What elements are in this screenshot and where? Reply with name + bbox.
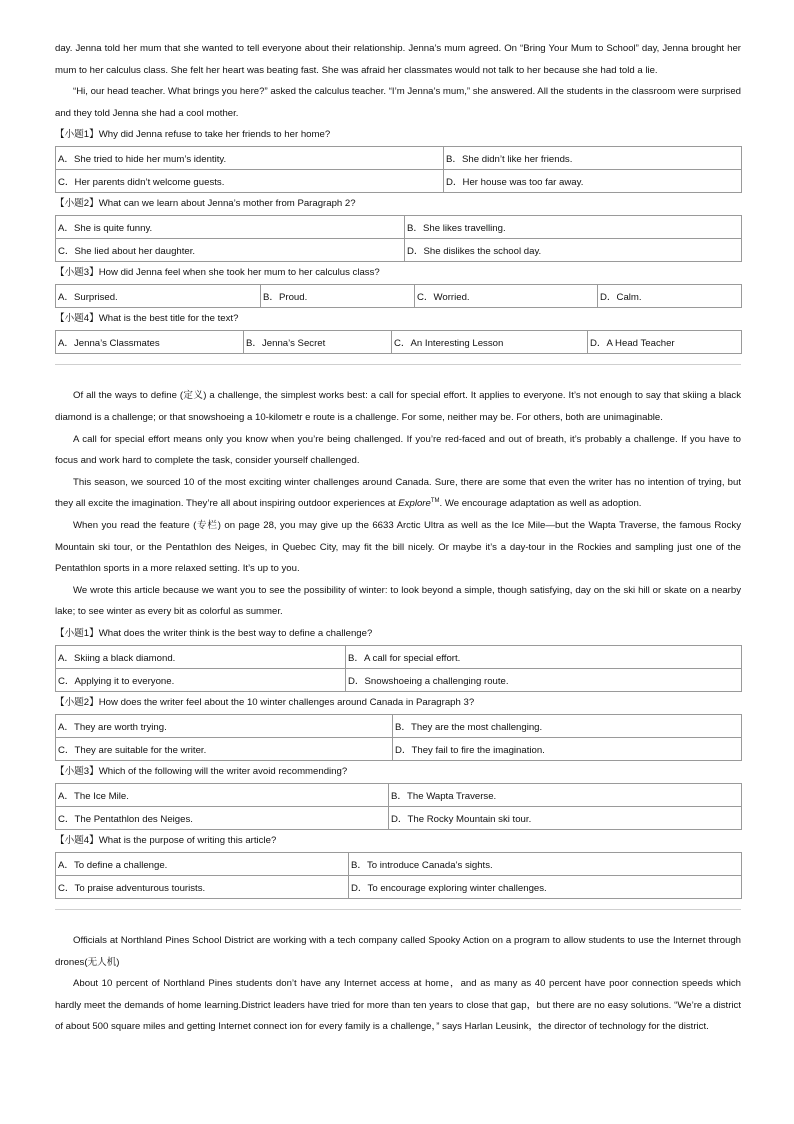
options-table (55, 284, 742, 308)
divider (55, 909, 741, 910)
option-b[interactable]: B．She likes travelling. (405, 216, 742, 239)
passage-1 (55, 38, 741, 354)
paragraph: We wrote this article because we want you to see the possibility of winter: to look beyond a simple, though satisfying, day on the ski hill or skate on a nearby lake; to see winter as every bit as colorful as summer. (55, 584, 741, 618)
option-a[interactable]: A．The Ice Mile. (56, 783, 389, 806)
option-c[interactable]: C．Worried. (415, 285, 598, 308)
option-b[interactable]: B．They are the most challenging. (393, 714, 742, 737)
option-a[interactable]: A．She tried to hide her mum’s identity. (56, 147, 444, 170)
option-d[interactable]: D．She dislikes the school day. (405, 239, 742, 262)
options-table (55, 645, 742, 692)
option-a[interactable]: A．Skiing a black diamond. (56, 645, 346, 668)
option-c[interactable]: C．She lied about her daughter. (56, 239, 405, 262)
options-table (55, 146, 742, 193)
option-d[interactable]: D．Her house was too far away. (444, 170, 742, 193)
option-a[interactable]: A．Jenna’s Classmates (56, 331, 244, 354)
question-stem: 【小题1】What does the writer think is the best way to define a challenge? (55, 627, 373, 639)
paragraph: About 10 percent of Northland Pines students don’t have any Internet access at home，and as many as 40 percent have poor connection speeds which hardly meet the demands of home learning.District leaders have tried for more than ten years to close that gap，but there are no easy solutions. “We’re a district of about 500 square miles and getting Internet connect ion for every family is a challenge，” says Harlan Leusink，the director of technology for the district. (55, 978, 741, 1033)
option-d[interactable]: D．To encourage exploring winter challenges. (349, 875, 742, 898)
option-c[interactable]: C．The Pentathlon des Neiges. (56, 806, 389, 829)
option-d[interactable]: D．A Head Teacher (588, 331, 742, 354)
option-a[interactable]: A．Surprised. (56, 285, 261, 308)
paragraph: A call for special effort means only you know when you’re being challenged. If you’re red-faced and out of breath, it’s probably a challenge. If you have to focus and work hard to complete the task, consider yourself challenged. (55, 433, 741, 467)
paragraph: day. Jenna told her mum that she wanted to tell everyone about their relationship. Jenna’s mum agreed. On “Bring Your Mum to School” day, Jenna brought her mum to her calculus class. She felt her heart was beating fast. She was afraid her classmates would not talk to her because she had told a lie. (55, 43, 741, 76)
paragraph (55, 472, 741, 515)
paragraph-text: . We encourage adaptation as well as adoption. (439, 498, 642, 510)
question-stem: 【小题4】What is the purpose of writing this article? (55, 834, 277, 846)
option-c[interactable]: C．Her parents didn’t welcome guests. (56, 170, 444, 193)
options-table (55, 215, 742, 262)
question-stem: 【小题1】Why did Jenna refuse to take her friends to her home? (55, 129, 331, 141)
option-c[interactable]: C．To praise adventurous tourists. (56, 875, 349, 898)
option-b[interactable]: B．She didn’t like her friends. (444, 147, 742, 170)
option-b[interactable]: B．A call for special effort. (346, 645, 742, 668)
options-table (55, 714, 742, 761)
brand-name: Explore (398, 498, 431, 510)
option-d[interactable]: D．Calm. (598, 285, 742, 308)
paragraph: “Hi, our head teacher. What brings you here?” asked the calculus teacher. “I’m Jenna’s mum,” she answered. All the students in the classroom were surprised and they told Jenna she had a cool mother. (55, 86, 741, 119)
question-stem: 【小题3】Which of the following will the writer avoid recommending? (55, 765, 348, 777)
trademark-symbol: TM (430, 498, 440, 505)
option-b[interactable]: B．The Wapta Traverse. (389, 783, 742, 806)
paragraph: Officials at Northland Pines School District are working with a tech company called Spooky Action on a program to allow students to use the Internet through drones(无人机) (55, 934, 741, 968)
question-stem: 【小题2】How does the writer feel about the 10 winter challenges around Canada in Paragraph 3? (55, 696, 475, 708)
question-stem: 【小题2】What can we learn about Jenna’s mother from Paragraph 2? (55, 198, 356, 210)
options-table (55, 330, 742, 354)
worksheet-page (55, 38, 741, 1038)
option-a[interactable]: A．She is quite funny. (56, 216, 405, 239)
options-table (55, 852, 742, 899)
option-b[interactable]: B．Proud. (261, 285, 415, 308)
paragraph: When you read the feature (专栏) on page 28, you may give up the 6633 Arctic Ultra as well as the Ice Mile—but the Wapta Traverse, the famous Rocky Mountain ski tour, or the Pentathlon des Neiges, in Quebec City, may fit the bill nicely. Or maybe it’s a day-tour in the Rockies and sampling just one of the Pentathlon sports in a more relaxed setting. It’s up to you. (55, 519, 741, 575)
option-b[interactable]: B．To introduce Canada’s sights. (349, 852, 742, 875)
paragraph: Of all the ways to define (定义) a challenge, the simplest works best: a call for special effort. It applies to everyone. It’s not enough to say that skiing a black diamond is a challenge; or that snowshoeing a 10-kilometr e route is a challenge. For some, neither may be. For others, both are unimaginable. (55, 390, 741, 423)
paragraph-text: This season, we sourced 10 of the most exciting winter challenges around Canada. Sure, there are some that even the writer has no intention of trying, but they all excite the imagination. They’re all about inspiring outdoor experiences at (55, 476, 741, 510)
option-a[interactable]: A．They are worth trying. (56, 714, 393, 737)
passage-3 (55, 930, 741, 1038)
option-c[interactable]: C．An Interesting Lesson (392, 331, 588, 354)
options-table (55, 783, 742, 830)
option-d[interactable]: D．The Rocky Mountain ski tour. (389, 806, 742, 829)
option-c[interactable]: C．They are suitable for the writer. (56, 737, 393, 760)
question-stem: 【小题4】What is the best title for the text? (55, 313, 239, 325)
divider (55, 364, 741, 365)
option-d[interactable]: D．Snowshoeing a challenging route. (346, 668, 742, 691)
option-a[interactable]: A．To define a challenge. (56, 852, 349, 875)
question-stem: 【小题3】How did Jenna feel when she took her mum to her calculus class? (55, 267, 380, 279)
option-b[interactable]: B．Jenna’s Secret (244, 331, 392, 354)
option-d[interactable]: D．They fail to fire the imagination. (393, 737, 742, 760)
passage-2 (55, 385, 741, 899)
option-c[interactable]: C．Applying it to everyone. (56, 668, 346, 691)
